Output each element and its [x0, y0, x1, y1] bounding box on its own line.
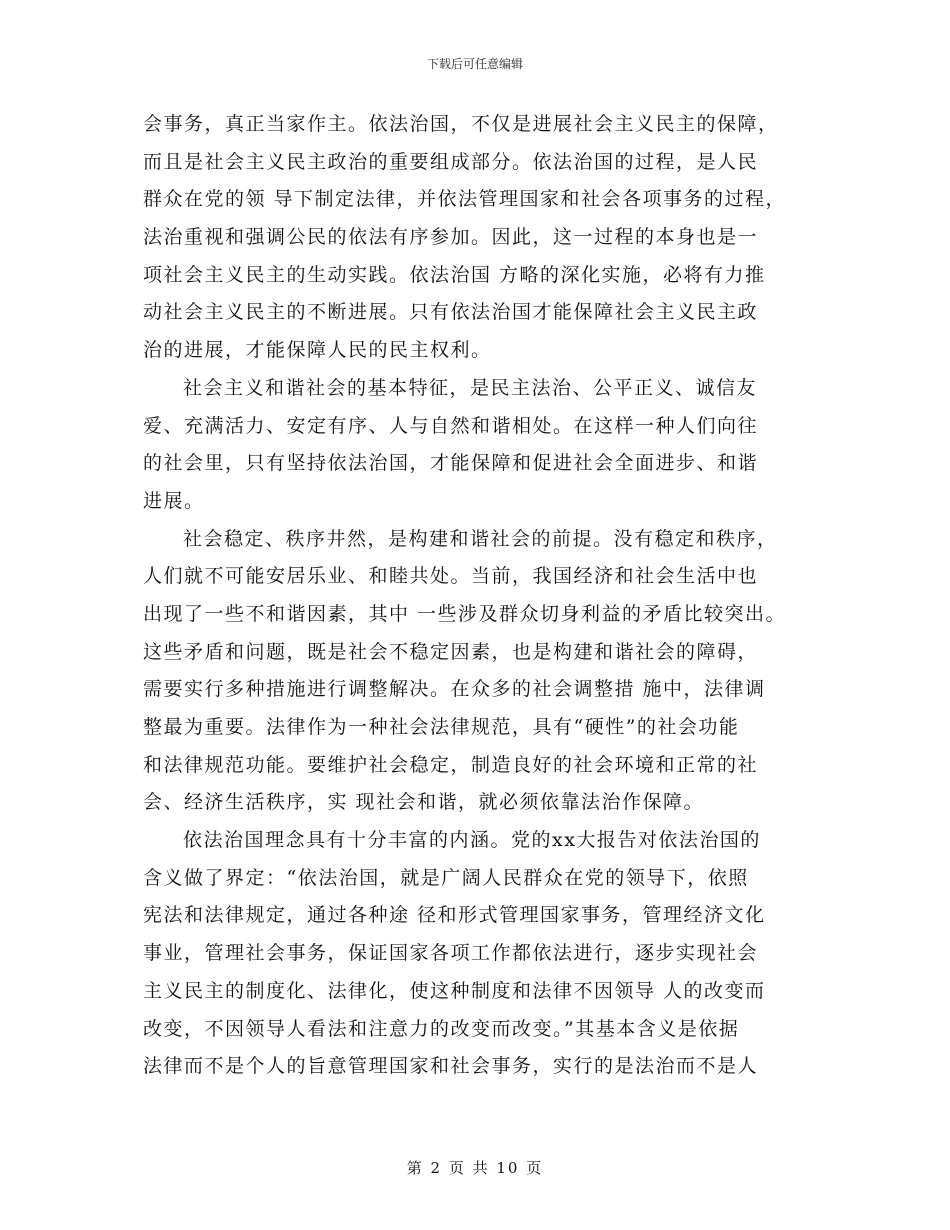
text-line: 而且是社会主义民主政治的重要组成部分。依法治国的过程，是人民: [143, 150, 759, 173]
text-line: 项社会主义民主的生动实践。依法治国 方略的深化实施，必将有力推: [143, 263, 766, 286]
text-line: 法治重视和强调公民的依法有序参加。因此，这一过程的本身也是一: [143, 226, 759, 249]
text-line: 整最为重要。法律作为一种社会法律规范，具有“硬性”的社会功能: [143, 716, 740, 738]
page-number-footer: 第 2 页 共 10 页: [406, 1159, 544, 1177]
paragraph-first-line: 社会主义和谐社会的基本特征，是民主法治、公平正义、诚信友: [183, 376, 758, 399]
paragraph-first-line: 依法治国理念具有十分丰富的内涵。党的xx大报告对依法治国的: [183, 829, 761, 852]
text-line: 治的进展，才能保障人民的民主权利。: [143, 339, 492, 362]
text-line: 人们就不可能安居乐业、和睦共处。当前，我国经济和社会生活中也: [143, 565, 759, 588]
paragraph-first-line: 社会稳定、秩序井然，是构建和谐社会的前提。没有稳定和秩序，: [183, 527, 778, 550]
text-line: 爱、充满活力、安定有序、人与自然和谐相处。在这样一种人们向往: [143, 414, 759, 437]
text-line: 事业，管理社会事务，保证国家各项工作都依法进行，逐步实现社会: [143, 942, 759, 965]
text-line: 出现了一些不和谐因素，其中 一些涉及群众切身利益的矛盾比较突出。: [143, 602, 787, 625]
page-header: 下载后可任意编辑: [426, 57, 523, 71]
text-line: 法律而不是个人的旨意管理国家和社会事务，实行的是法治而不是人: [143, 1055, 759, 1078]
text-line: 这些矛盾和问题，既是社会不稳定因素，也是构建和谐社会的障碍，: [143, 640, 759, 663]
text-line: 含义做了界定：“依法治国，就是广阔人民群众在党的领导下，依照: [143, 866, 749, 889]
text-line: 群众在党的领 导下制定法律，并依法管理国家和社会各项事务的过程，: [143, 188, 787, 211]
text-line: 需要实行多种措施进行调整解决。在众多的社会调整措 施中，法律调: [143, 678, 766, 701]
text-line: 主义民主的制度化、法律化，使这种制度和法律不因领导 人的改变而: [143, 979, 766, 1002]
document-body: [143, 106, 833, 1086]
text-line: 的社会里，只有坚持依法治国，才能保障和促进社会全面进步、和谐: [143, 452, 759, 475]
text-line: 进展。: [143, 489, 205, 512]
text-line: 会、经济生活秩序，实 现社会和谐，就必须依靠法治作保障。: [143, 791, 705, 814]
text-line: 会事务，真正当家作主。依法治国，不仅是进展社会主义民主的保障，: [143, 113, 779, 135]
text-line: 宪法和法律规定，通过各种途 径和形式管理国家事务，管理经济文化: [143, 904, 766, 927]
text-line: 改变，不因领导人看法和注意力的改变而改变。”其基本含义是依据: [143, 1017, 740, 1040]
text-line: 和法律规范功能。要维护社会稳定，制造良好的社会环境和正常的社: [143, 753, 759, 776]
text-line: 动社会主义民主的不断进展。只有依法治国才能保障社会主义民主政: [143, 301, 759, 324]
